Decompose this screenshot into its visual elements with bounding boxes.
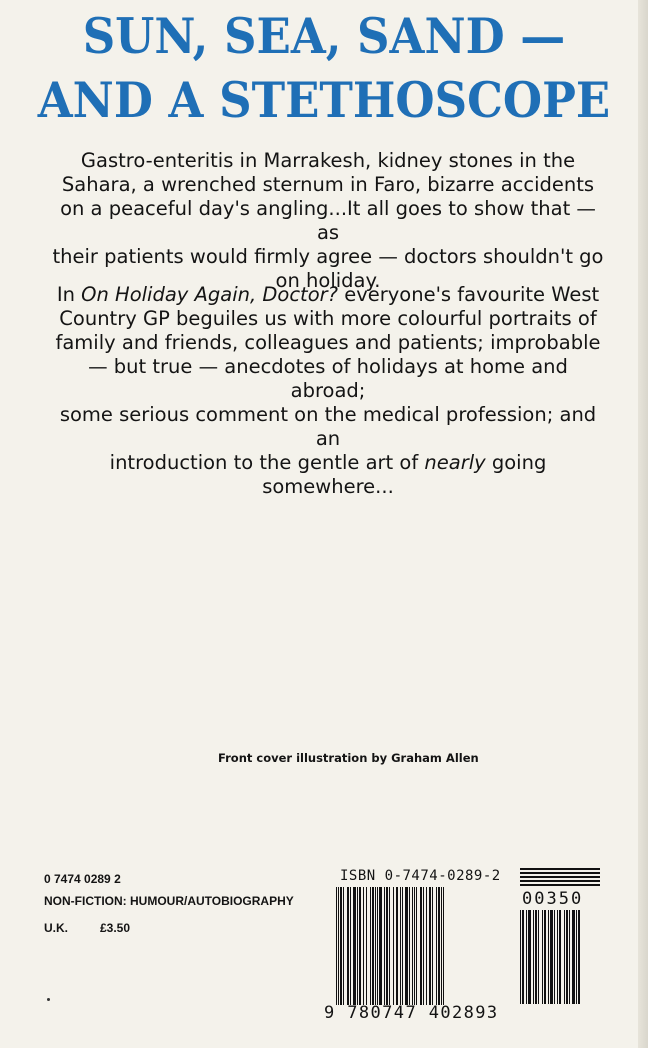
headline-line-1: SUN, SEA, SAND — (82, 7, 566, 66)
blurb-line: somewhere... (262, 475, 394, 498)
blurb-paragraph-2 (48, 283, 608, 499)
barcode-bar (578, 910, 580, 1004)
blurb-line: some serious comment on the medical profession; and an (59, 403, 597, 450)
blurb-line: on a peaceful day's angling...It all goes to show that — as (60, 197, 596, 244)
blurb-line: Gastro-enteritis in Marrakesh, kidney stones in the (80, 149, 576, 172)
blurb-line (48, 451, 608, 475)
cover-illustration-credit: Front cover illustration by Graham Allen (218, 751, 479, 765)
emphasis-text: nearly (424, 451, 486, 474)
blurb-line: — but true — anecdotes of holidays at home and abroad; (88, 355, 568, 402)
blurb-line: Country GP beguiles us with more colourful portraits of (59, 307, 597, 330)
blurb-line: family and friends, colleagues and patients; improbable (55, 331, 601, 354)
blurb-paragraph-1 (48, 149, 608, 293)
isbn-label: ISBN 0-7474-0289-2 (340, 868, 501, 884)
price-line (44, 921, 130, 935)
page-edge (638, 0, 648, 1048)
region-label: U.K. (44, 921, 68, 935)
barcode-bar (443, 887, 444, 1005)
blurb-line: Sahara, a wrenched sternum in Faro, bizarre accidents (61, 173, 595, 196)
isbn-short: 0 7474 0289 2 (44, 872, 121, 886)
speck (47, 998, 50, 1001)
blurb-text: everyone's favourite West (338, 283, 600, 306)
blurb-intro: In (56, 283, 82, 306)
book-title: On Holiday Again, Doctor? (81, 283, 338, 306)
blurb-text: introduction to the gentle art of (109, 451, 425, 474)
blurb-line: on holiday. (275, 269, 381, 292)
blurb-text: going (485, 451, 547, 474)
blurb-line (48, 283, 608, 307)
addon-top-rules (520, 868, 600, 888)
headline-line-2: AND A STETHOSCOPE (37, 71, 611, 130)
category-label: NON-FICTION: HUMOUR/AUTOBIOGRAPHY (44, 894, 294, 908)
addon-barcode (520, 910, 602, 1004)
price-label: £3.50 (100, 921, 131, 935)
blurb-line: their patients would firmly agree — doctors shouldn't go (52, 245, 604, 268)
ean-barcode (336, 887, 506, 1005)
addon-digits: 00350 (522, 889, 584, 909)
ean-digits: 9 780747 402893 (324, 1003, 499, 1023)
